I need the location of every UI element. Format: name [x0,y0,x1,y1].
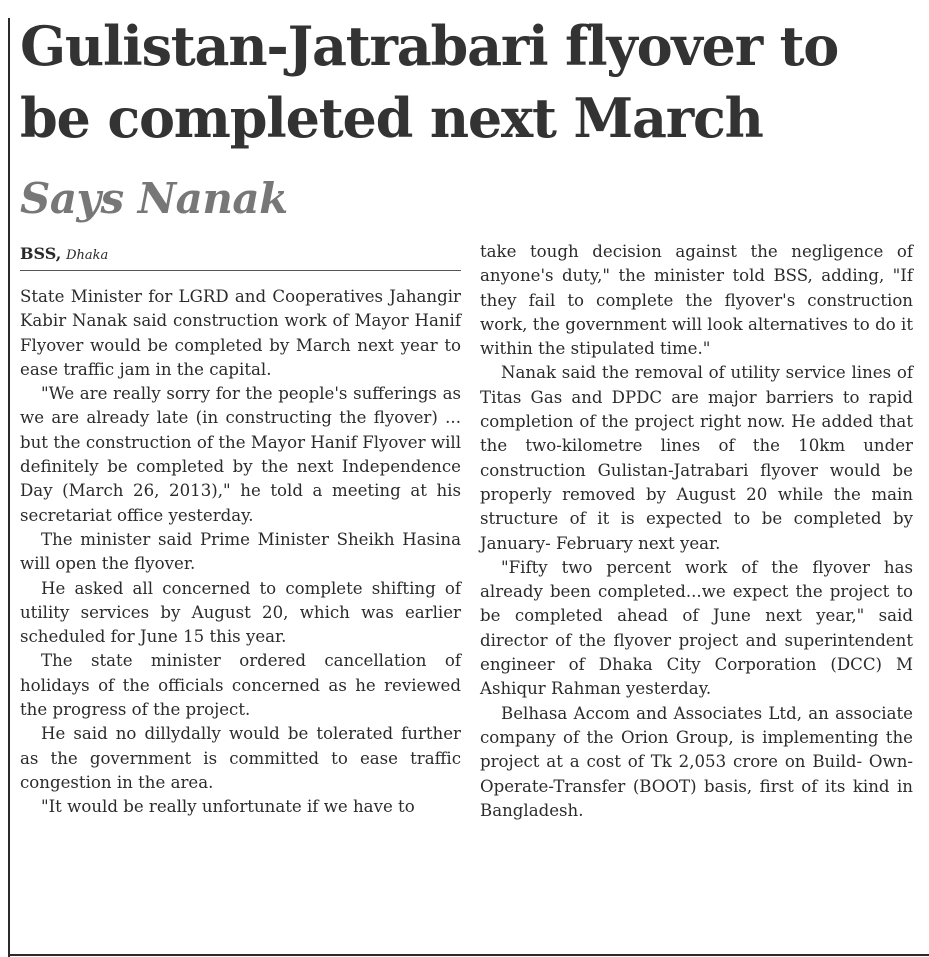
paragraph: He asked all concerned to complete shifting of utility services by August 20, which was earlier scheduled for June 15 this year. [20,578,461,647]
article-column-2 [480,240,913,823]
byline [20,243,108,267]
bottom-border-rule [8,954,929,956]
paragraph: State Minister for LGRD and Cooperatives Jahangir Kabir Nanak said construction work of Mayor Hanif Flyover would be completed by March next year to ease traffic jam in the capital. [20,287,461,379]
paragraph: The minister said Prime Minister Sheikh Hasina will open the flyover. [20,529,461,574]
byline-rule [20,270,461,271]
left-border-rule [8,18,10,957]
paragraph: Nanak said the removal of utility service lines of Titas Gas and DPDC are major barriers to rapid completion of the project right now. He added that the two-kilometre lines of the 10km under construction Gulistan-Jatrabari flyover would be properly removed by August 20 while the main structure of it is expected to be completed by January- February next year. [480,363,913,553]
paragraph: He said no dillydally would be tolerated further as the government is committed to ease traffic congestion in the area. [20,724,461,792]
paragraph: Belhasa Accom and Associates Ltd, an associate company of the Orion Group, is implementing the project at a cost of Tk 2,053 crore on Build- Own-Operate-Transfer (BOOT) basis, first of its kind in Bangladesh. [480,703,913,820]
article-column-1 [20,285,461,820]
byline-agency: BSS, [20,244,62,263]
paragraph: "Fifty two percent work of the flyover has already been completed...we expect the project to be completed ahead of June next year," said director of the flyover project and superintendent engineer of Dhaka City Corporation (DCC) M Ashiqur Rahman yesterday. [480,557,913,699]
paragraph: "It would be really unfortunate if we have to [41,797,415,817]
byline-place: Dhaka [66,248,109,263]
paragraph: take tough decision against the negligence of anyone's duty," the minister told BSS, adding, "If they fail to complete the flyover's construction work, the government will look alternatives to do it within the stipulated time." [480,242,913,359]
paragraph: "We are really sorry for the people's sufferings as we are already late (in constructing the flyover) ... but the construction of the Mayor Hanif Flyover will definitely be completed by the next Independence Day (March 26, 2013)," he told a meeting at his secretariat office yesterday. [20,384,461,525]
headline: Gulistan-Jatrabari flyover to be completed next March [20,14,839,150]
deck-subheadline: Says Nanak [20,174,288,223]
paragraph: The state minister ordered cancellation of holidays of the officials concerned as he reviewed the progress of the project. [20,651,461,720]
